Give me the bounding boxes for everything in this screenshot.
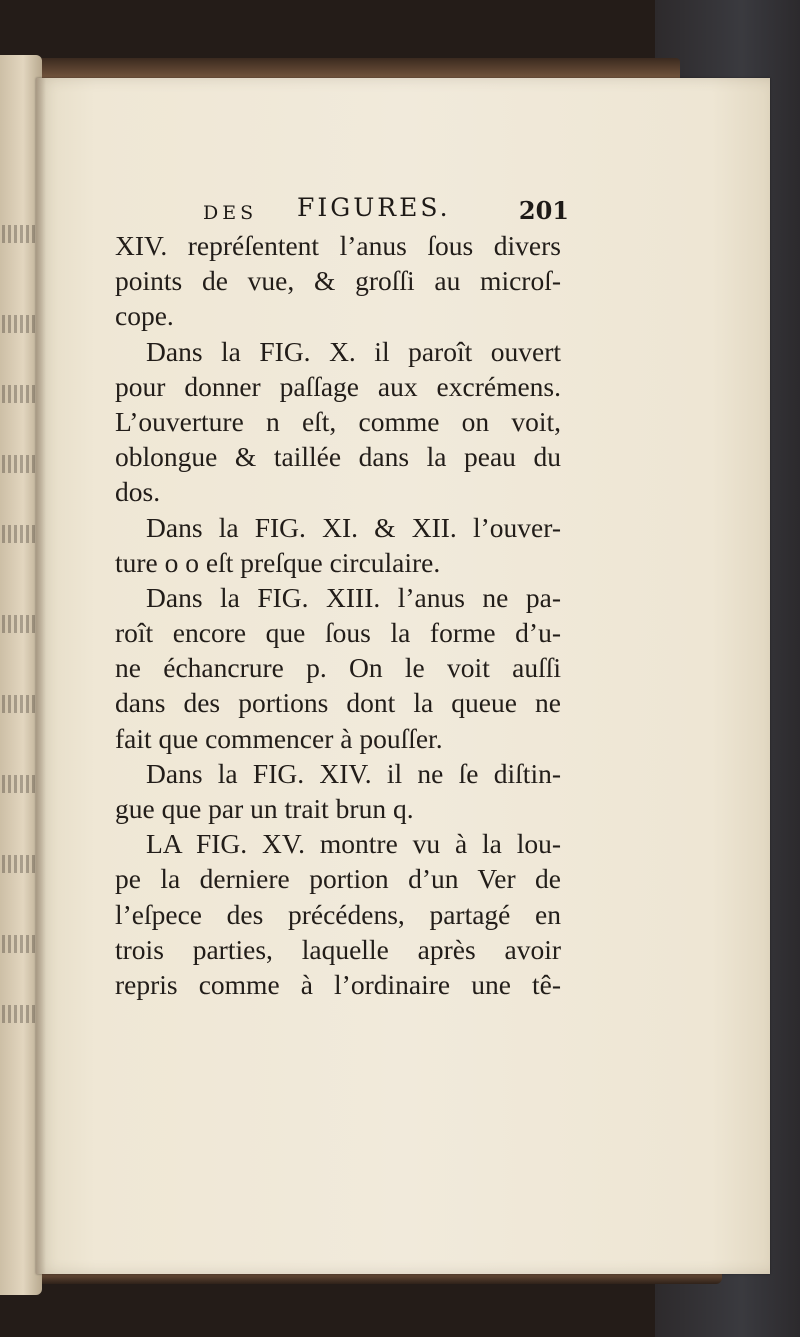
text-line: pour donner paſſage aux excrémens. [115,370,561,402]
text-line: pe la derniere portion d’un Ver de [115,863,561,895]
ink-bleed [2,695,38,713]
text-line: Dans la FIG. X. il paroît ouvert [146,335,561,367]
running-header [203,193,569,233]
ink-bleed [2,315,38,333]
text-line: ture o o eſt preſque circulaire. [115,546,441,578]
text-line: Dans la FIG. XI. & XII. l’ouver- [146,511,561,543]
text-line: Dans la FIG. XIV. il ne ſe diſtin- [146,757,561,789]
ink-bleed [2,935,38,953]
text-line: dans des portions dont la queue ne [115,687,561,719]
text-line: XIV. repréſentent l’anus ſous divers [115,230,561,261]
text-line: trois parties, laquelle après avoir [115,933,561,965]
text-line: oblongue & taillée dans la peau du [115,441,561,473]
text-line: LA FIG. XV. montre vu à la lou- [146,828,561,860]
ink-bleed [2,525,38,543]
ink-bleed [2,855,38,873]
running-head-large: FIGURES. [297,193,451,222]
ink-bleed [2,225,38,243]
text-line: gue que par un trait brun q. [115,793,414,824]
ink-bleed [2,455,38,473]
page-number: 201 [518,196,569,225]
spine-shadow [36,78,46,1274]
text-line: repris comme à l’ordinaire une tê- [115,968,561,1000]
text-line: dos. [115,476,161,508]
text-line: L’ouverture n eſt, comme on voit, [115,405,561,437]
body-text [115,228,561,1002]
text-line: roît encore que ſous la forme d’u- [115,617,561,649]
text-line: points de vue, & groſſi au microſ- [115,265,561,297]
ink-bleed [2,385,38,403]
ink-bleed [2,775,38,793]
running-head-small: DES [203,202,258,224]
text-line: l’eſpece des précédens, partagé en [115,898,561,930]
text-line: fait que commencer à pouſſer. [115,722,443,754]
text-line: Dans la FIG. XIII. l’anus ne pa- [146,581,561,613]
text-line: ne échancrure p. On le voit auſſi [115,652,561,684]
text-line: cope. [115,300,174,332]
ink-bleed [2,1005,38,1023]
ink-bleed [2,615,38,633]
